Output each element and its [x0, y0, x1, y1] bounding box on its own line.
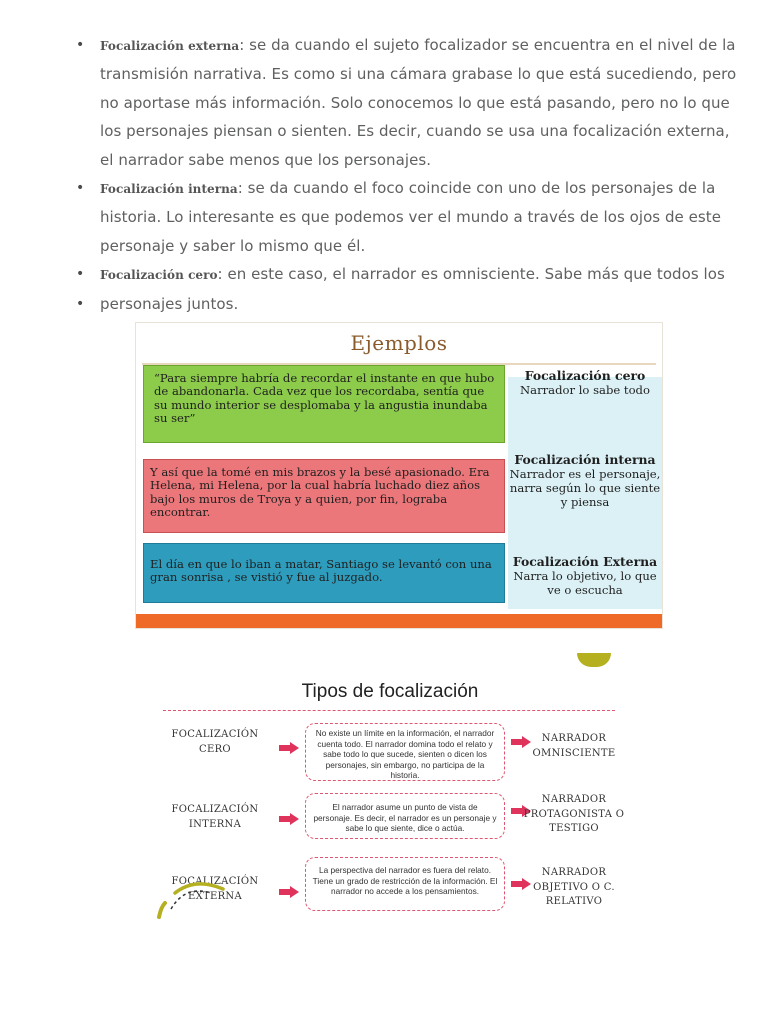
example-quote-externa: El día en que lo iban a matar, Santiago se levantó con una gran sonrisa , se vistió y fue al juzgado. — [143, 543, 505, 603]
bullet-text: : en este caso, el narrador es omnisciente. Sabe más que todos los — [217, 265, 725, 284]
bullet-item — [74, 290, 744, 319]
decorative-swirl-icon — [155, 875, 225, 920]
label-desc: Narra lo objetivo, lo que ve o escucha — [513, 569, 657, 597]
ejemplos-image — [136, 323, 662, 628]
example-label-interna — [508, 453, 662, 509]
bullet-text: : se da cuando el sujeto focalizador se encuentra en el nivel de la transmisión narrativa. Es como si una cámara grabase lo que está sucediendo, pero no aportase más información. Solo conocemos lo que está pasando, pero no lo que los personajes piensan o sienten. Es decir, cuando se usa una focalización externa, el narrador sabe menos que los personajes. — [100, 36, 737, 169]
bullet-term: Focalización cero — [100, 268, 218, 283]
example-label-externa — [508, 555, 662, 597]
label-desc: Narrador es el personaje, narra según lo que siente y piensa — [509, 467, 661, 509]
tipos-title: Tipos de focalización — [301, 681, 479, 702]
label-title: Focalización cero — [524, 368, 646, 383]
bullet-item — [74, 260, 744, 289]
tipos-image — [155, 650, 625, 920]
label-desc: Narrador lo sabe todo — [520, 383, 650, 397]
bullet-text: : se da cuando el foco coincide con uno de los personajes de la historia. Lo interesante es que podemos ver el mundo a través de los ojos de este personaje y saber lo mismo que él. — [100, 179, 722, 255]
tipo-cero-desc: No existe un límite en la información, el narrador cuenta todo. El narrador domina todo el relato y sabe todo lo que sucede, sienten o dicen los personajes, sin embargo, no participa de la historia. — [305, 723, 505, 781]
example-label-cero — [508, 369, 662, 397]
label-title: Focalización interna — [514, 452, 656, 467]
bullet-item — [74, 174, 744, 260]
label-title: Focalización Externa — [512, 554, 658, 569]
orange-bar — [136, 614, 662, 628]
narrador-objetivo: NARRADOR OBJETIVO O C. RELATIVO — [533, 867, 615, 907]
tipo-interna-desc: El narrador asume un punto de vista de personaje. Es decir, el narrador es un personaje y sabe lo que siente, dice o actúa. — [305, 793, 505, 839]
bullet-item — [74, 31, 744, 174]
tipo-cero: FOCALIZACIÓN CERO — [171, 729, 259, 755]
tipo-externa-desc: La perspectiva del narrador es fuera del relato. Tiene un grado de restricción de la información. El narrador no accede a los pensamientos. — [305, 857, 505, 911]
tipo-externa: FOCALIZACIÓN EXTERNA — [171, 876, 259, 902]
example-quote-interna: Y así que la tomé en mis brazos y la besé apasionado. Era Helena, mi Helena, por la cual habría luchado diez años bajo los muros de Troya y a quien, por fin, lograba encontrar. — [143, 459, 505, 533]
narrador-protagonista: NARRADOR PROTAGONISTA O TESTIGO — [523, 794, 625, 834]
bullet-list — [74, 31, 744, 319]
arrow-right-icon — [279, 742, 299, 754]
arrow-right-icon — [279, 813, 299, 825]
arrow-right-icon — [279, 886, 299, 898]
tipo-interna: FOCALIZACIÓN INTERNA — [171, 804, 259, 830]
ejemplos-title: Ejemplos — [350, 331, 448, 355]
bullet-term: Focalización externa — [100, 39, 240, 53]
bullet-text: personajes juntos. — [100, 294, 239, 313]
decorative-blob — [577, 653, 611, 667]
narrador-omnisciente: NARRADOR OMNISCIENTE — [532, 733, 616, 759]
example-quote-cero: “Para siempre habría de recordar el instante en que hubo de abandonarla. Cada vez que los recordaba, sentía que su mundo interior se desplomaba y la angustia inundaba su ser” — [143, 365, 505, 443]
bullet-term: Focalización interna — [100, 182, 238, 197]
dashed-divider — [163, 710, 615, 711]
